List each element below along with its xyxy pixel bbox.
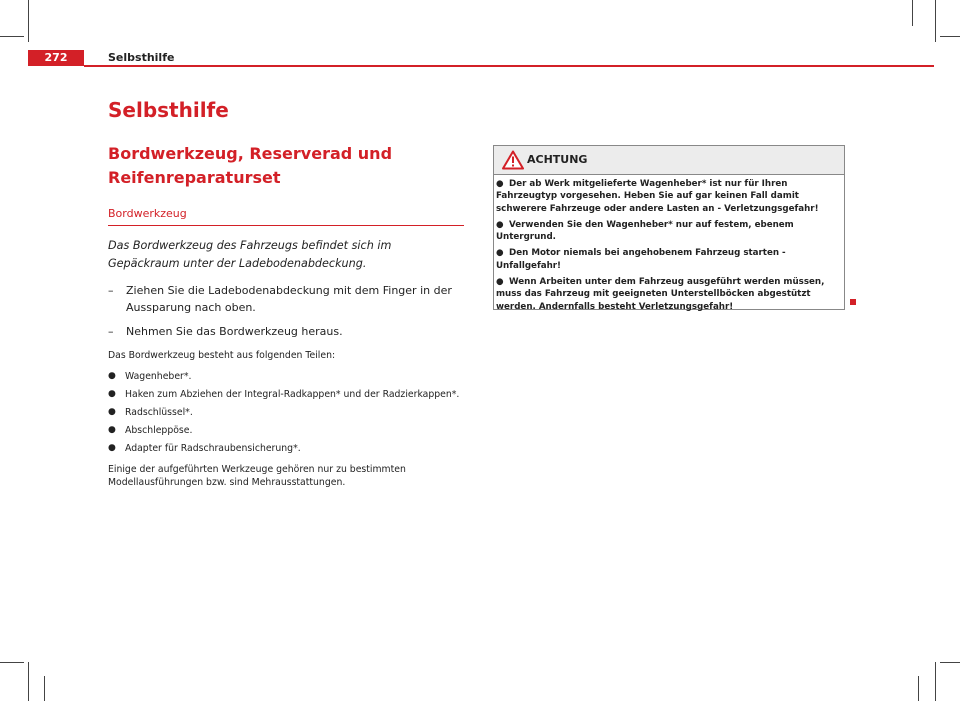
list-item <box>108 370 464 383</box>
crop-mark <box>935 662 936 701</box>
bullet-icon: ● <box>496 179 504 189</box>
bullet-icon: ● <box>108 389 116 399</box>
crop-mark <box>912 0 913 26</box>
bullet-icon: ● <box>496 277 504 288</box>
instruction-step <box>108 323 464 340</box>
crop-mark <box>0 36 24 37</box>
warning-title: ACHTUNG <box>527 153 588 166</box>
bullet-icon: ● <box>108 443 116 453</box>
warning-header <box>494 146 844 175</box>
bullet-icon: ● <box>108 371 116 381</box>
warning-item-text: Der ab Werk mitgelieferte Wagenheber* ist nur für Ihren Fahrzeugtyp vorgesehen. Heben Sie auf gar keinen Fall damit schwerere Fahrzeuge oder andere Lasten an - Verletzungsgefahr! <box>496 179 819 214</box>
list-item <box>108 406 464 419</box>
list-item <box>108 424 464 437</box>
crop-mark <box>28 662 29 701</box>
bullet-icon: ● <box>496 219 504 230</box>
bullet-icon: ● <box>108 407 116 417</box>
step-marker: – <box>108 284 114 297</box>
step-marker: – <box>108 325 114 338</box>
crop-mark <box>44 676 45 701</box>
warning-triangle-icon <box>502 150 524 170</box>
crop-mark <box>28 0 29 42</box>
warning-item-text: Verwenden Sie den Wagenheber* nur auf festem, ebenem Untergrund. <box>496 219 794 243</box>
list-intro: Das Bordwerkzeug besteht aus folgenden Teilen: <box>108 350 336 361</box>
crop-mark <box>940 36 960 37</box>
crop-mark <box>935 0 936 42</box>
list-item <box>108 388 464 401</box>
section-title: Bordwerkzeug, Reserverad und Reifenreparaturset <box>108 144 393 187</box>
main-column <box>108 96 464 489</box>
header-section-title: Selbsthilfe <box>108 51 175 64</box>
header-rule <box>84 65 934 67</box>
crop-mark <box>918 676 919 701</box>
crop-mark <box>0 662 24 663</box>
warning-item <box>496 247 842 272</box>
chapter-title: Selbsthilfe <box>108 98 229 122</box>
subsection-title: Bordwerkzeug <box>108 206 464 226</box>
step-text: Ziehen Sie die Ladebodenabdeckung mit dem Finger in der Aussparung nach oben. <box>126 284 452 314</box>
page-number: 272 <box>44 51 68 64</box>
bullet-icon: ● <box>496 248 504 259</box>
list-item-text: Adapter für Radschraubensicherung*. <box>125 443 301 454</box>
list-item <box>108 442 464 455</box>
crop-mark <box>940 662 960 663</box>
warning-item <box>496 219 842 244</box>
warning-item <box>496 178 842 215</box>
list-item-text: Radschlüssel*. <box>125 407 193 418</box>
note-paragraph: Einige der aufgeführten Werkzeuge gehören nur zu bestimmten Modellausführungen bzw. sind Mehrausstattungen. <box>108 464 406 488</box>
list-item-text: Wagenheber*. <box>125 371 192 382</box>
warning-item-text: Wenn Arbeiten unter dem Fahrzeug ausgeführt werden müssen, muss das Fahrzeug mit geeigneten Unterstellböcken abgestützt werden. Andernfalls besteht Verletzungsgefahr! <box>496 277 825 312</box>
section-end-mark <box>850 299 856 305</box>
list-item-text: Abschleppöse. <box>125 425 193 436</box>
warning-item-text: Den Motor niemals bei angehobenem Fahrzeug starten - Unfallgefahr! <box>496 248 786 271</box>
list-item-text: Haken zum Abziehen der Integral-Radkappen* und der Radzierkappen*. <box>125 389 460 400</box>
page-header <box>28 50 934 66</box>
warning-body <box>496 178 842 317</box>
warning-box <box>493 145 845 310</box>
bullet-icon: ● <box>108 425 116 435</box>
warning-item <box>496 276 842 313</box>
instruction-step <box>108 282 464 316</box>
step-text: Nehmen Sie das Bordwerkzeug heraus. <box>126 325 343 338</box>
intro-paragraph: Das Bordwerkzeug des Fahrzeugs befindet sich im Gepäckraum unter der Ladebodenabdeckung. <box>108 239 392 270</box>
